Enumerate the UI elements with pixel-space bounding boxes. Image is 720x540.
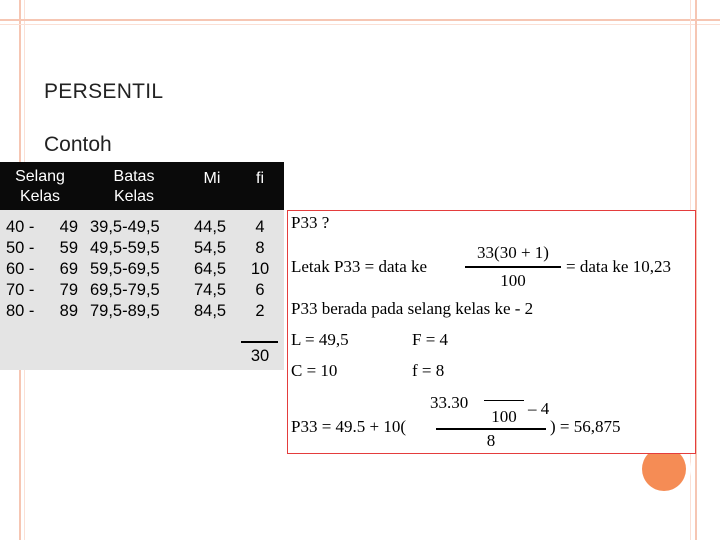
table-cell: 79 <box>59 281 78 299</box>
table-cell: 50 - <box>6 239 35 257</box>
table-cell: 59,5-69,5 <box>90 260 160 278</box>
letak-fraction-bar <box>465 266 561 268</box>
table-cell: 59 <box>59 239 78 257</box>
header-selang-line2: Kelas <box>19 188 61 205</box>
table-cell: 80 - <box>6 302 35 320</box>
slide-title: PERSENTIL <box>44 80 164 103</box>
table-cell: 60 - <box>6 260 35 278</box>
col-lower-bounds <box>6 217 42 322</box>
table-cell: 39,5-49,5 <box>90 218 160 236</box>
question-text: P33 ? <box>291 213 330 232</box>
value-F: F = 4 <box>412 330 449 349</box>
letak-numerator: 33(30 + 1) <box>477 243 549 262</box>
table-cell: 49,5-59,5 <box>90 239 160 257</box>
letak-denominator: 100 <box>500 271 526 290</box>
header-selang-kelas <box>0 167 80 207</box>
table-cell: 69,5-79,5 <box>90 281 160 299</box>
table-cell: 54,5 <box>194 239 227 257</box>
letak-label: Letak P33 = data ke <box>291 257 428 276</box>
formula-result: ) = 56,875 <box>550 417 621 436</box>
value-f: f = 8 <box>412 361 445 380</box>
table-cell: 44,5 <box>194 218 227 236</box>
header-mi: Mi <box>203 170 221 187</box>
header-fi: fi <box>256 170 264 187</box>
header-batas-kelas <box>88 167 180 207</box>
table-cell: 6 <box>255 281 265 299</box>
table-cell: 84,5 <box>194 302 227 320</box>
table-cell: 2 <box>255 302 265 320</box>
total-rule <box>241 341 278 343</box>
formula-minus-F: – 4 <box>528 399 550 418</box>
header-batas-line2: Kelas <box>113 188 155 205</box>
formula-inner-denominator: 100 <box>491 407 517 426</box>
col-upper-bounds <box>42 217 78 322</box>
table-cell: 70 - <box>6 281 35 299</box>
table-cell: 10 <box>250 260 270 278</box>
col-mi <box>194 217 238 322</box>
formula-prefix: P33 = 49.5 + 10( <box>291 417 407 436</box>
table-cell: 89 <box>59 302 78 320</box>
col-batas-kelas <box>90 217 182 322</box>
table-total: 30 <box>250 347 270 365</box>
value-L: L = 49,5 <box>291 330 349 349</box>
table-body <box>0 210 284 370</box>
table-cell: 40 - <box>6 218 35 236</box>
formula-top-value: 33.30 <box>430 393 469 412</box>
table-cell: 49 <box>59 218 78 236</box>
table-cell: 64,5 <box>194 260 227 278</box>
letak-result: = data ke 10,23 <box>566 257 671 276</box>
header-selang-line1: Selang <box>15 168 65 185</box>
table-cell: 4 <box>255 218 265 236</box>
formula-denominator: 8 <box>486 431 496 450</box>
table-cell: 74,5 <box>194 281 227 299</box>
slide-frame-line-top <box>0 19 720 21</box>
table-header <box>0 162 284 210</box>
kelas-statement: P33 berada pada selang kelas ke - 2 <box>291 299 534 318</box>
table-cell: 69 <box>59 260 78 278</box>
slide-frame-line-top-inner <box>0 24 720 25</box>
formula-inner-fraction-bar <box>484 400 524 401</box>
col-fi <box>242 217 278 322</box>
formula-main-fraction-bar <box>436 428 546 430</box>
value-C: C = 10 <box>291 361 338 380</box>
solution-box <box>287 210 696 454</box>
slide-subtitle: Contoh <box>44 133 112 156</box>
table-cell: 79,5-89,5 <box>90 302 160 320</box>
table-cell: 8 <box>255 239 265 257</box>
header-batas-line1: Batas <box>113 168 155 185</box>
